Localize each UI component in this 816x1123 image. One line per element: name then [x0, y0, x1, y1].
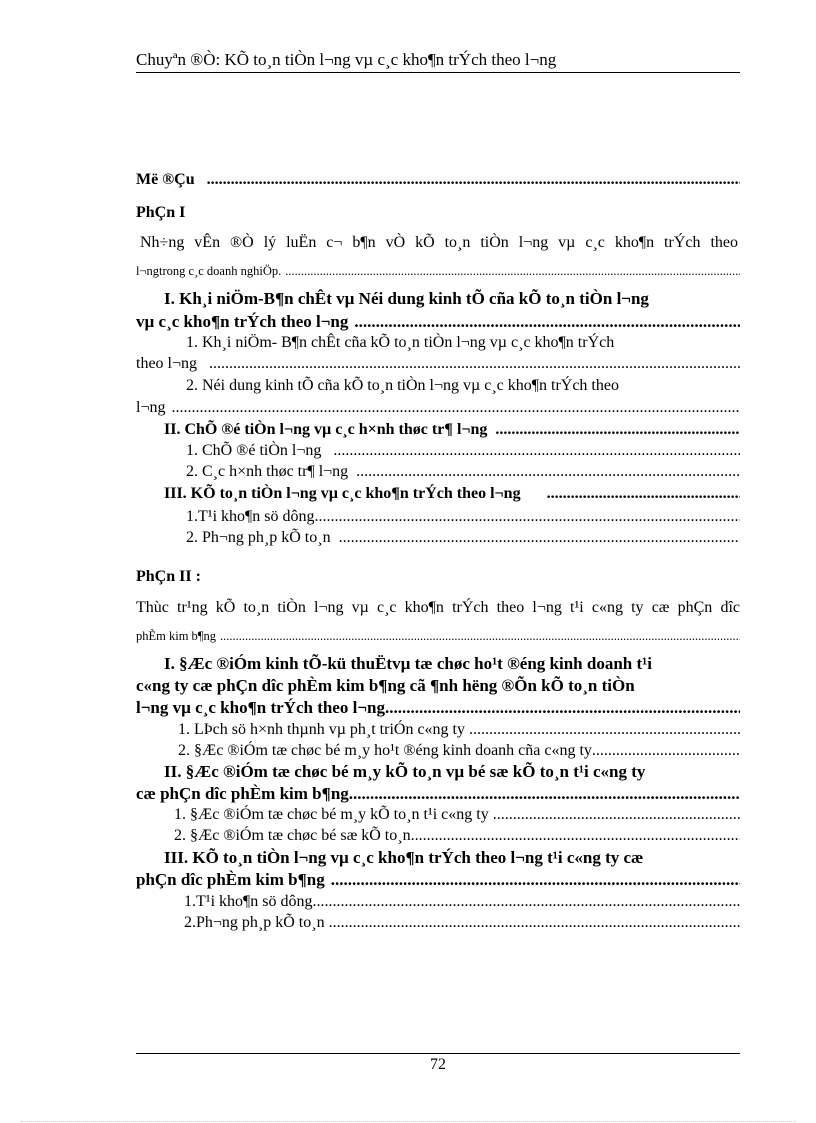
toc-leader — [165, 398, 740, 418]
page-edge-divider — [20, 1121, 796, 1122]
toc-part1-s2[interactable] — [164, 420, 740, 440]
toc-part1-s1-1[interactable] — [136, 354, 740, 374]
toc-part1-s1-2[interactable] — [136, 398, 740, 418]
toc-label: phÇn dîc phÈm kim b¶ng — [136, 870, 325, 889]
part2-heading: PhÇn II : — [136, 568, 201, 585]
toc-part2-s3-1[interactable] — [184, 892, 740, 912]
toc-leader — [216, 626, 740, 646]
toc-label: 1. LÞch sö h×nh thµnh vµ ph¸t triÓn c«ng ty — [178, 721, 465, 738]
toc-leader — [521, 484, 740, 504]
toc-label: II. ChÕ ®é tiÒn l¬ng vµ c¸c h×nh thøc tr¶ l¬ng — [164, 421, 488, 438]
toc-leader — [487, 420, 740, 440]
part1-s1-2-line1: 2. Néi dung kinh tÕ cña kÕ to¸n tiÒn l¬ng vµ c¸c kho¶n trÝch theo — [186, 377, 619, 394]
toc-label: Më ®Çu — [136, 171, 195, 188]
part1-s1-1-line1: 1. Kh¸i niÖm- B¶n chÊt cña kÕ to¸n tiÒn l¬ng vµ c¸c kho¶n trÝch — [186, 334, 615, 351]
toc-part2-s3-2[interactable] — [184, 913, 740, 933]
running-header: Chuyªn ®Ò: KÕ to¸n tiÒn l¬ng vµ c¸c kho¶n trÝch theo l¬ng — [136, 50, 557, 69]
toc-leader — [385, 698, 740, 718]
toc-part1-s3[interactable] — [164, 484, 740, 504]
footer-rule — [136, 1053, 740, 1054]
toc-label: l¬ng — [136, 399, 166, 416]
toc-label: theo l¬ng — [136, 355, 198, 372]
toc-leader — [331, 528, 740, 548]
part2-s1-line2: c«ng ty cæ phÇn dîc phÈm kim b¶ng cã ¶nh hëng ®Õn kÕ to¸n tiÒn — [136, 676, 635, 695]
toc-label: III. KÕ to¸n tiÒn l¬ng vµ c¸c kho¶n trÝch theo l¬ng — [164, 485, 521, 502]
toc-label: 1.T¹i kho¶n sö dông — [184, 893, 313, 910]
toc-label: 2. C¸c h×nh thøc tr¶ l¬ng — [186, 463, 349, 480]
toc-leader — [321, 441, 740, 461]
toc-part1-s1[interactable] — [136, 312, 740, 332]
toc-leader — [325, 913, 740, 933]
toc-part2-s2[interactable] — [136, 784, 740, 804]
toc-part2-s2-2[interactable] — [174, 826, 740, 846]
toc-leader — [348, 312, 740, 332]
toc-part2-s1-1[interactable] — [178, 720, 740, 740]
part1-title-line1: Nh÷ng vÊn ®Ò lý luËn c¬ b¶n vÒ kÕ to¸n tiÒn l¬ng vµ c¸c kho¶n trÝch theo — [140, 234, 738, 251]
toc-label: 2. Ph¬ng ph¸p kÕ to¸n — [186, 529, 331, 546]
toc-leader — [349, 784, 740, 804]
part2-title-line1: Thùc tr¹ng kÕ to¸n tiÒn l¬ng vµ c¸c kho¶n trÝch theo l¬ng t¹i c«ng ty cæ phÇn dîc — [136, 599, 740, 616]
toc-part1-s2-1[interactable] — [186, 441, 740, 461]
toc-leader — [313, 892, 741, 912]
toc-leader — [465, 720, 740, 740]
toc-part1-title[interactable] — [136, 261, 740, 281]
toc-part1-s3-1[interactable] — [186, 507, 740, 527]
toc-label: 1. §Æc ®iÓm tæ chøc bé m¸y kÕ to¸n t¹i c«ng ty — [174, 806, 489, 823]
toc-label: 2. §Æc ®iÓm tæ chøc bé m¸y ho¹t ®éng kinh doanh cña c«ng ty — [178, 742, 592, 759]
toc-label: cæ phÇn dîc phÈm kim b¶ng — [136, 784, 349, 803]
toc-leader — [489, 805, 740, 825]
page-number: 72 — [430, 1056, 446, 1073]
toc-part2-s2-1[interactable] — [174, 805, 740, 825]
part2-s1-line1: I. §Æc ®iÓm kinh tÕ-kü thuËtvµ tæ chøc ho¹t ®éng kinh doanh t¹i — [164, 654, 652, 673]
part2-s2-line1: II. §Æc ®iÓm tæ chøc bé m¸y kÕ to¸n vµ bé sæ kÕ to¸n t¹i c«ng ty — [164, 762, 646, 781]
toc-part2-s1[interactable] — [136, 698, 740, 718]
toc-label: 1. ChÕ ®é tiÒn l¬ng — [186, 442, 322, 459]
toc-leader — [315, 507, 741, 527]
toc-label: 2.Ph¬ng ph¸p kÕ to¸n — [184, 914, 325, 931]
header-rule — [136, 72, 740, 73]
toc-part1-s2-2[interactable] — [186, 462, 740, 482]
toc-label: 1.T¹i kho¶n sö dông — [186, 508, 315, 525]
part1-heading: PhÇn I — [136, 204, 186, 221]
toc-label: 2. §Æc ®iÓm tæ chøc bé sæ kÕ to¸n — [174, 827, 411, 844]
part2-s3-line1: III. KÕ to¸n tiÒn l¬ng vµ c¸c kho¶n trÝch theo l¬ng t¹i c«ng ty cæ — [164, 848, 644, 867]
toc-leader — [411, 826, 740, 846]
toc-label: l¬ng vµ c¸c kho¶n trÝch theo l¬ng — [136, 698, 385, 717]
toc-part2-s3[interactable] — [136, 870, 740, 890]
toc-label: phÈm kim b¶ng — [136, 629, 216, 643]
toc-leader — [592, 741, 740, 761]
toc-leader — [195, 170, 740, 190]
toc-label: l¬ngtrong c¸c doanh nghiÖp. — [136, 264, 282, 278]
toc-leader — [325, 870, 740, 890]
toc-leader — [348, 462, 740, 482]
toc-leader — [281, 261, 740, 281]
toc-leader — [197, 354, 740, 374]
part1-s1-line1: I. Kh¸i niÖm-B¶n chÊt vµ Néi dung kinh tÕ cña kÕ to¸n tiÒn l¬ng — [164, 289, 649, 308]
toc-part2-s1-2[interactable] — [178, 741, 740, 761]
toc-mo-dau[interactable] — [136, 170, 740, 190]
toc-part1-s3-2[interactable] — [186, 528, 740, 548]
toc-part2-title[interactable] — [136, 626, 740, 646]
toc-label: vµ c¸c kho¶n trÝch theo l¬ng — [136, 312, 349, 331]
